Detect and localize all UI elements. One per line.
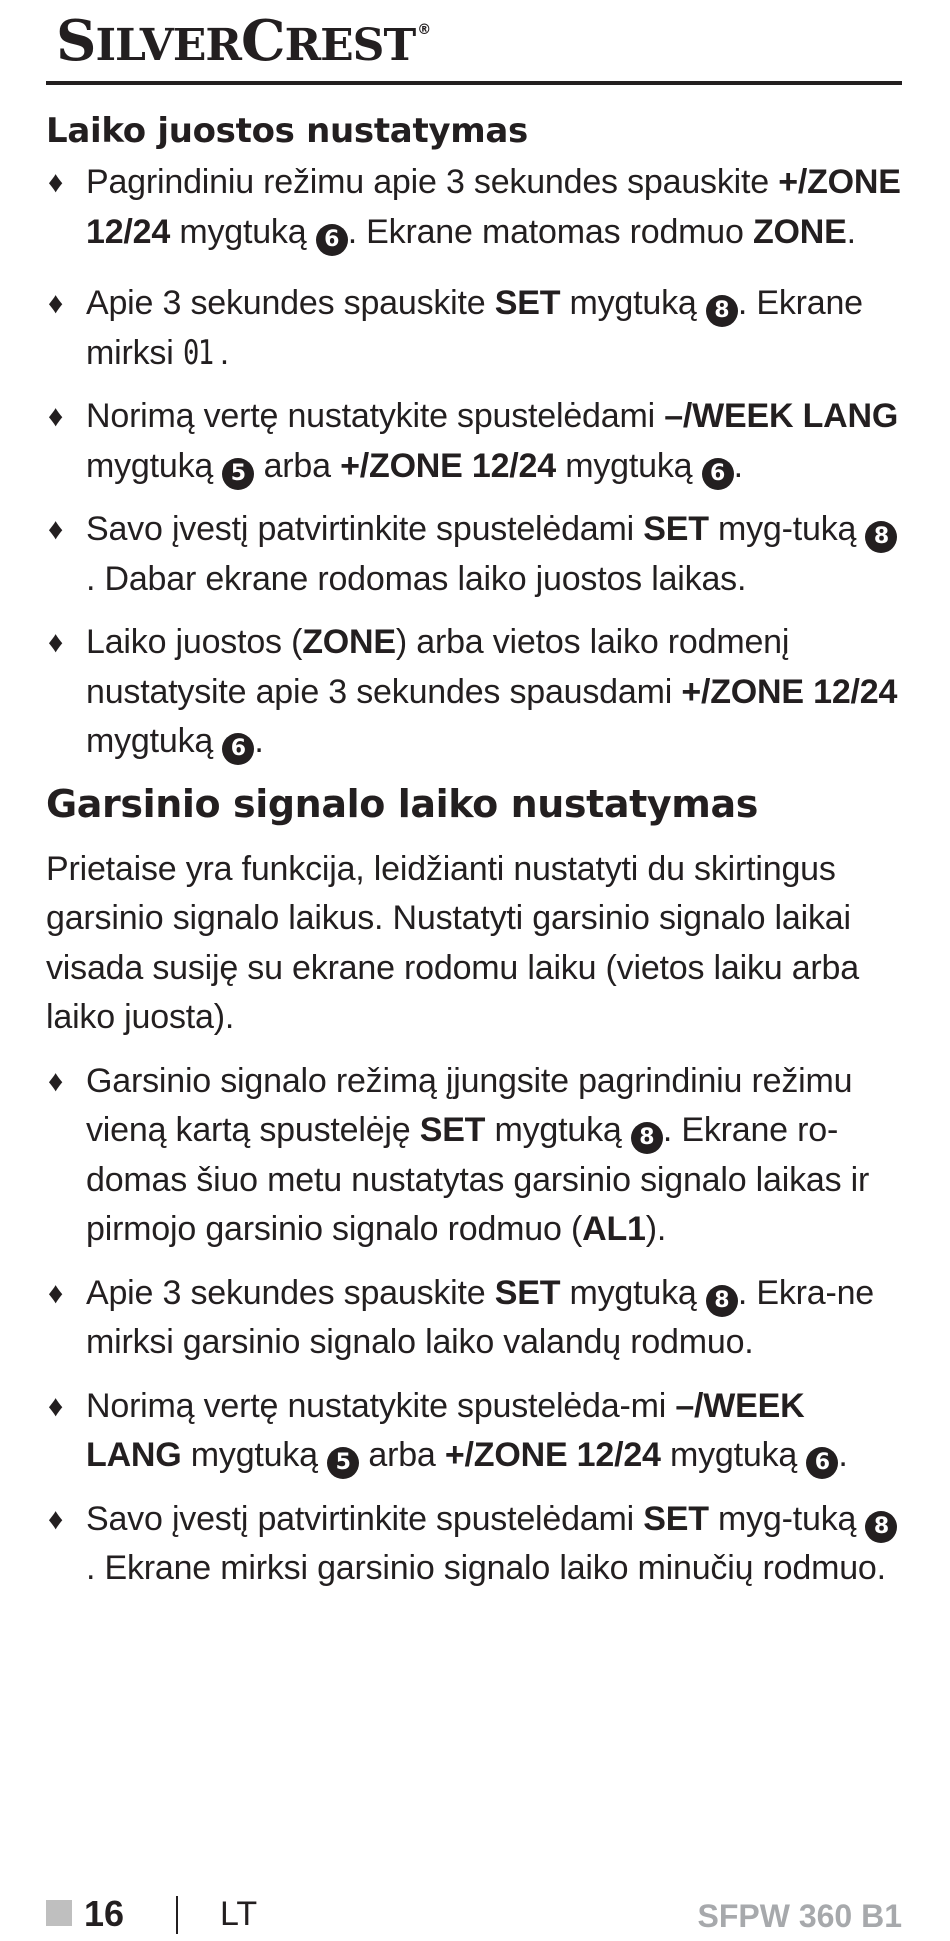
step-text: . Ekrane mirksi garsinio signalo laiko minučių rodmuo. xyxy=(86,1549,886,1587)
list-item xyxy=(46,1269,906,1368)
step-text: mygtuką xyxy=(485,1111,631,1149)
footer-marker xyxy=(46,1900,72,1926)
step-text: . Ekrane mirksi xyxy=(86,284,863,372)
button-label-text: ZONE xyxy=(302,623,396,661)
step-text: . Ekra-ne mirksi garsinio signalo laiko valandų rodmuo. xyxy=(86,1273,875,1361)
step-text: Norimą vertę nustatykite spustelėda-mi xyxy=(86,1386,676,1425)
step-text: . xyxy=(219,333,230,372)
step-text: Savo įvestį patvirtinkite spustelėdami xyxy=(86,510,644,548)
list-item xyxy=(46,158,906,257)
part-number-badge: 6 xyxy=(702,458,734,490)
list-item xyxy=(46,392,906,491)
button-label-text: –/WEEK LANG xyxy=(664,397,899,435)
step-text: mygtuką xyxy=(86,446,223,485)
list-item xyxy=(46,618,906,767)
step-text: . xyxy=(838,1436,848,1474)
bullet-diamond-icon: ♦ xyxy=(48,287,64,320)
button-label-text: ZONE xyxy=(752,212,847,251)
step-text: . xyxy=(733,446,743,485)
button-label-text: –/WEEK LANG xyxy=(86,1386,805,1474)
bullet-diamond-icon: ♦ xyxy=(48,1389,64,1423)
bullet-diamond-icon: ♦ xyxy=(48,626,64,659)
step-text: . Dabar ekrane rodomas laiko juostos laikas. xyxy=(86,559,747,598)
brand-logo: SILVERCREST ® xyxy=(56,8,431,74)
step-text: . Ekrane matomas rodmuo xyxy=(347,212,753,251)
bullet-diamond-icon: ♦ xyxy=(48,400,64,433)
step-text: Laiko juostos ( xyxy=(86,623,303,661)
part-number-badge: 8 xyxy=(706,1285,738,1317)
button-label-text: SET xyxy=(643,510,709,548)
step-text: Apie 3 sekundes spauskite xyxy=(86,284,495,322)
step-text: ). xyxy=(645,1210,667,1248)
part-number-badge: 8 xyxy=(706,295,738,327)
step-text: ) arba vietos laiko rodmenį nustatysite apie 3 sekundes spausdami xyxy=(86,623,790,711)
lcd-display-symbol: 01 xyxy=(182,332,213,373)
bullet-diamond-icon: ♦ xyxy=(48,1064,64,1098)
list-item xyxy=(46,1382,906,1481)
part-number-badge: 8 xyxy=(865,1511,897,1543)
step-text: Garsinio signalo režimą įjungsite pagrindiniu režimu vieną kartą spustelėję xyxy=(86,1061,853,1149)
list-item xyxy=(46,279,906,378)
step-text: mygtuką xyxy=(555,446,702,485)
button-label-text: SET xyxy=(643,1499,709,1538)
step-text: myg-tuką xyxy=(708,1499,866,1538)
step-text: myg-tuką xyxy=(708,510,866,548)
page-content xyxy=(46,104,906,1594)
page-footer xyxy=(46,1892,902,1936)
button-label-text: +/ZONE 12/24 xyxy=(444,1436,661,1474)
alarm-intro-paragraph: Prietaise yra funkcija, leidžianti nustatyti du skirtingus garsinio signalo laikus. Nustatyti garsinio signalo laikai visada susiję su ekrane rodomu laiku (vietos laiku arba laiko juosta). xyxy=(46,849,859,1036)
list-item xyxy=(46,505,906,604)
button-label-text: +/ZONE 12/24 xyxy=(340,446,556,485)
step-text: mygtuką xyxy=(86,722,223,760)
alarm-steps xyxy=(46,1057,906,1594)
step-text: . xyxy=(846,212,856,251)
list-item xyxy=(46,1495,906,1594)
step-text: mygtuką xyxy=(560,1273,706,1312)
button-label-text: +/ZONE 12/24 xyxy=(86,163,901,251)
part-number-badge: 8 xyxy=(631,1122,663,1154)
step-text: mygtuką xyxy=(170,212,316,251)
step-text: arba xyxy=(359,1436,445,1474)
part-number-badge: 6 xyxy=(806,1447,838,1479)
step-text: mygtuką xyxy=(660,1436,807,1474)
part-number-badge: 8 xyxy=(865,521,897,553)
button-label-text: AL1 xyxy=(582,1210,646,1248)
language-code: LT xyxy=(220,1895,258,1933)
part-number-badge: 5 xyxy=(222,458,254,490)
bullet-diamond-icon: ♦ xyxy=(48,1502,64,1536)
time-zone-steps xyxy=(46,158,906,767)
button-label-text: SET xyxy=(494,1273,561,1312)
list-item xyxy=(46,1057,906,1255)
button-label-text: SET xyxy=(419,1111,486,1149)
step-text: mygtuką xyxy=(560,284,706,322)
step-text: Norimą vertę nustatykite spustelėdami xyxy=(86,397,665,435)
part-number-badge: 6 xyxy=(222,733,254,765)
step-text: mygtuką xyxy=(181,1436,328,1474)
step-text: Pagrindiniu režimu apie 3 sekundes spauskite xyxy=(86,163,779,201)
header-rule xyxy=(46,81,902,85)
bullet-diamond-icon: ♦ xyxy=(48,166,64,199)
step-text: Savo įvestį patvirtinkite spustelėdami xyxy=(86,1499,644,1538)
section-heading-alarm: Garsinio signalo laiko nustatymas xyxy=(46,781,758,826)
step-text: . Ekrane ro-domas šiuo metu nustatytas garsinio signalo laikas ir pirmojo garsinio signalo rodmuo ( xyxy=(86,1111,870,1248)
button-label-text: SET xyxy=(494,284,561,322)
model-number: SFPW 360 B1 xyxy=(697,1898,902,1934)
section-heading-time-zone: Laiko juostos nustatymas xyxy=(46,111,528,151)
part-number-badge: 5 xyxy=(327,1447,359,1479)
page-number: 16 xyxy=(84,1893,125,1934)
part-number-badge: 6 xyxy=(316,224,348,256)
button-label-text: +/ZONE 12/24 xyxy=(681,672,898,711)
step-text: arba xyxy=(254,446,341,485)
footer-divider xyxy=(176,1896,178,1934)
bullet-diamond-icon: ♦ xyxy=(48,513,64,546)
bullet-diamond-icon: ♦ xyxy=(48,1276,64,1310)
step-text: . xyxy=(254,722,264,760)
step-text: Apie 3 sekundes spauskite xyxy=(86,1273,495,1312)
